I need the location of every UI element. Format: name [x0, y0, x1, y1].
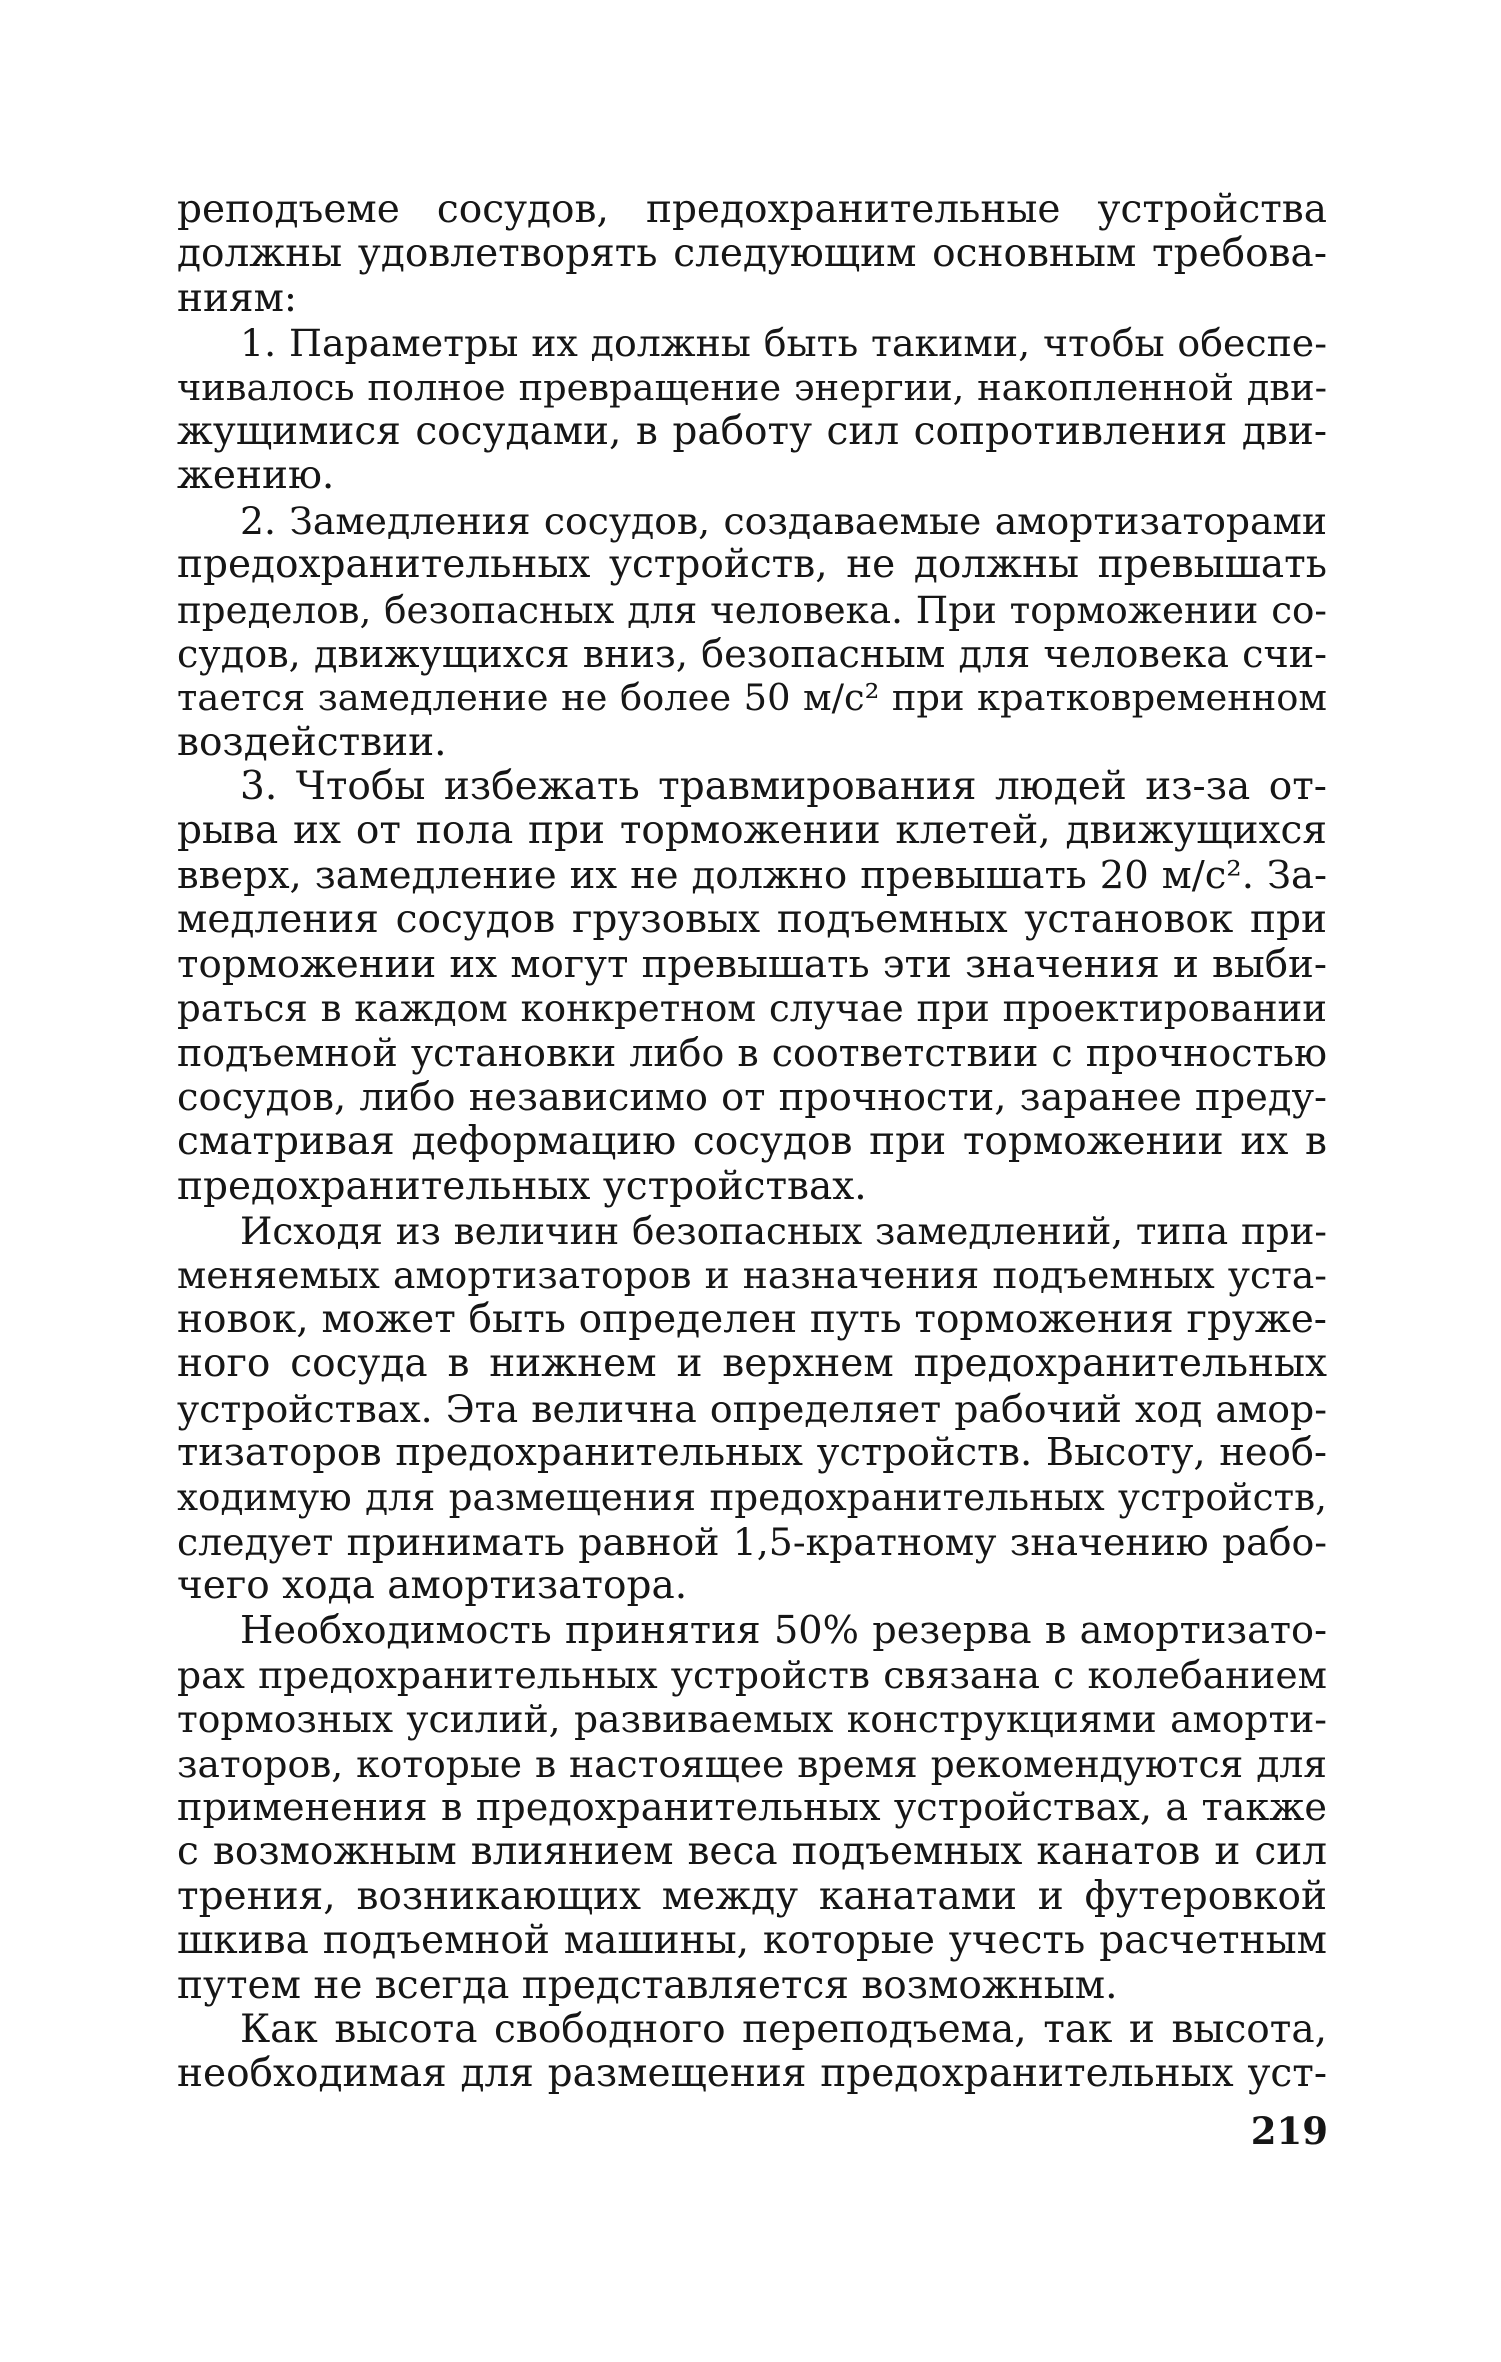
paragraph-4: [177, 765, 1327, 1209]
text-line: Исходя из величин безопасных замедлений, типа при-: [240, 1208, 1327, 1253]
text-line: должны удовлетворять следующим основным требова-: [177, 231, 1327, 277]
text-line: реподъеме сосудов, предохранительные устройства: [177, 187, 1327, 232]
text-line: Как высота свободного переподъема, так и высота,: [240, 2007, 1327, 2053]
text-line: новок, может быть определен путь торможения груже-: [177, 1296, 1327, 1342]
text-line: заторов, которые в настоящее время рекомендуются для: [177, 1741, 1327, 1786]
text-line: сосудов, либо независимо от прочности, заранее преду-: [177, 1074, 1327, 1120]
body-text: [177, 188, 1327, 2097]
text-line: тормозных усилий, развиваемых конструкциями аморти-: [177, 1697, 1327, 1742]
text-line: рыва их от пола при торможении клетей, движущихся: [177, 808, 1327, 854]
paragraph-2: [177, 321, 1327, 499]
text-line: раться в каждом конкретном случае при проектировании: [177, 987, 1327, 1031]
text-line: тается замедление не более 50 м/с² при кратковременном: [177, 676, 1327, 720]
text-line: вверх, замедление их не должно превышать 20 м/с². За-: [177, 852, 1327, 898]
text-line: жению.: [177, 453, 335, 499]
text-line: сматривая деформацию сосудов при торможении их в: [177, 1119, 1327, 1165]
page-number: 219: [1250, 2109, 1328, 2153]
text-line: чего хода амортизатора.: [177, 1563, 688, 1609]
text-line: устройствах. Эта велична определяет рабочий ход амор-: [177, 1386, 1327, 1431]
paragraph-5: [177, 1209, 1327, 1609]
text-line: 2. Замедления сосудов, создаваемые амортизаторами: [240, 498, 1327, 543]
text-line: с возможным влиянием веса подъемных канатов и сил: [177, 1829, 1327, 1875]
text-line: применения в предохранительных устройствах, а также: [177, 1786, 1327, 1831]
text-line: предохранительных устройств, не должны превышать: [177, 542, 1327, 588]
text-line: Необходимость принятия 50% резерва в амортизато-: [240, 1608, 1327, 1653]
text-line: медления сосудов грузовых подъемных установок при: [177, 897, 1327, 943]
text-line: рах предохранительных устройств связана с колебанием: [177, 1652, 1327, 1697]
text-line: необходимая для размещения предохранительных уст-: [177, 2051, 1327, 2097]
text-line: ниям:: [177, 275, 298, 321]
paragraph-1: [177, 188, 1327, 321]
text-line: 1. Параметры их должны быть такими, чтобы обеспе-: [240, 321, 1327, 366]
text-line: предохранительных устройствах.: [177, 1163, 867, 1209]
text-line: подъемной установки либо в соответствии с прочностью: [177, 1031, 1327, 1076]
text-line: 3. Чтобы избежать травмирования людей из-за от-: [240, 764, 1327, 810]
paragraph-3: [177, 499, 1327, 765]
text-line: чивалось полное превращение энергии, накопленной дви-: [177, 365, 1327, 409]
text-line: тизаторов предохранительных устройств. Высоту, необ-: [177, 1429, 1327, 1475]
paragraph-7: [177, 2008, 1327, 2097]
text-line: воздействии.: [177, 719, 447, 765]
text-line: следует принимать равной 1,5-кратному значению рабо-: [177, 1519, 1327, 1564]
text-line: судов, движущихся вниз, безопасным для человека счи-: [177, 631, 1327, 676]
text-line: торможении их могут превышать эти значения и выби-: [177, 941, 1327, 987]
text-line: путем не всегда представляется возможным.: [177, 1962, 1118, 2008]
text-line: жущимися сосудами, в работу сил сопротивления дви-: [177, 408, 1327, 454]
text-line: ного сосуда в нижнем и верхнем предохранительных: [177, 1341, 1327, 1387]
text-line: шкива подъемной машины, которые учесть расчетным: [177, 1918, 1327, 1964]
text-line: меняемых амортизаторов и назначения подъемных уста-: [177, 1253, 1327, 1298]
text-line: трения, возникающих между канатами и футеровкой: [177, 1873, 1327, 1919]
text-line: пределов, безопасных для человека. При торможении со-: [177, 587, 1327, 632]
text-line: ходимую для размещения предохранительных устройств,: [177, 1475, 1327, 1520]
paragraph-6: [177, 1609, 1327, 2009]
